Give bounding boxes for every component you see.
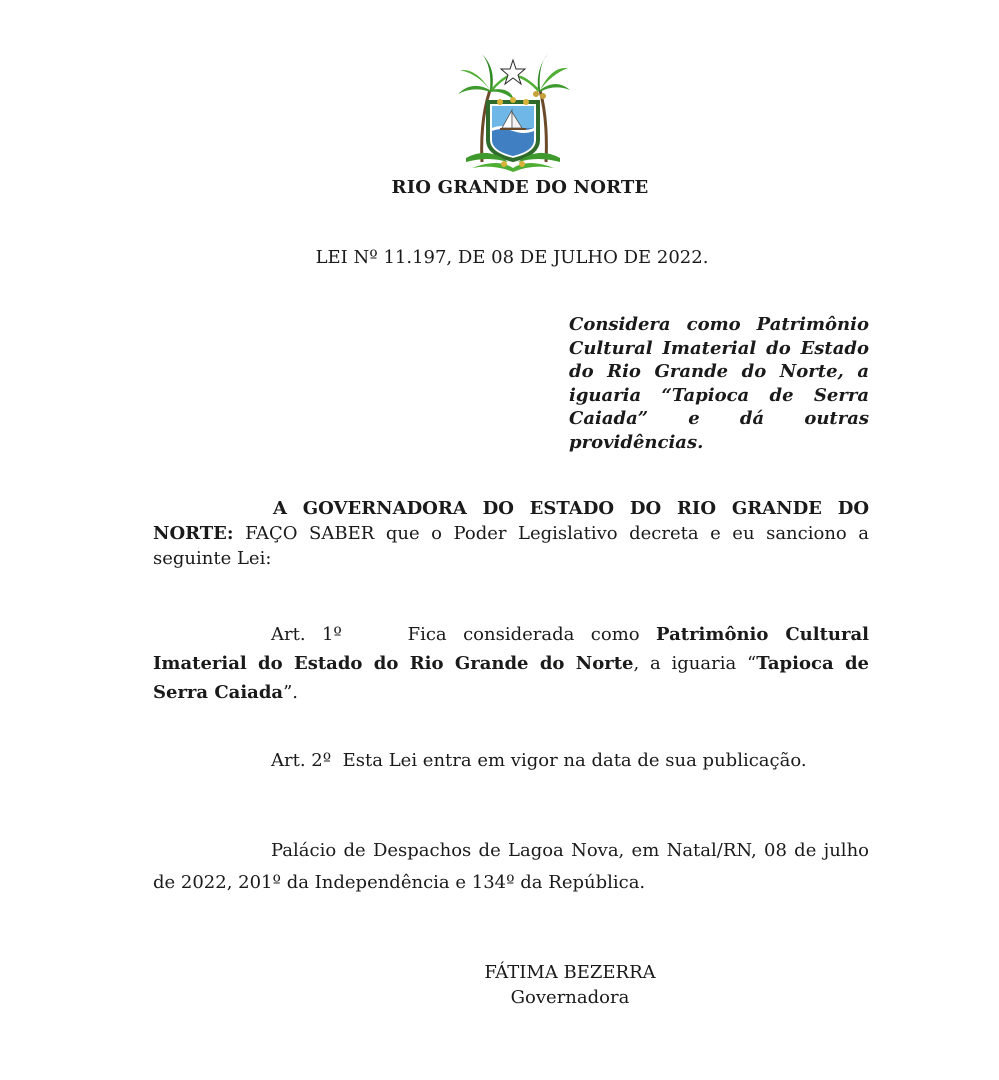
- closing-text: Palácio de Despachos de Lagoa Nova, em Natal/RN, 08 de julho de 2022, 201º da Independência e 134º da República.: [153, 840, 869, 893]
- preamble-authority: A GOVERNADORA DO ESTADO DO RIO GRANDE DO NORTE:: [153, 498, 869, 544]
- article-1-text-before: Fica considerada como: [407, 624, 657, 645]
- star-icon: [501, 60, 525, 84]
- article-1-bold-tapioca: Tapioca de Serra Caiada: [153, 653, 869, 703]
- article-1: [153, 620, 869, 707]
- preamble-paragraph: [153, 496, 869, 571]
- law-title: LEI Nº 11.197, DE 08 DE JULHO DE 2022.: [315, 247, 709, 268]
- shield: [488, 97, 538, 160]
- law-ementa: Considera como Patrimônio Cultural Imaterial do Estado do Rio Grande do Norte, a iguaria “Tapioca de Serra Caiada” e dá outras providências.: [569, 314, 869, 453]
- article-1-text-after: ”.: [283, 682, 299, 703]
- preamble-text: FAÇO SABER que o Poder Legislativo decreta e eu sanciono a seguinte Lei:: [153, 523, 869, 569]
- article-2-text: Esta Lei entra em vigor na data de sua publicação.: [342, 750, 807, 771]
- article-1-label: Art. 1º: [271, 624, 342, 645]
- closing-paragraph: [153, 835, 869, 899]
- signatory-role: Governadora: [510, 987, 630, 1008]
- article-2-label: Art. 2º: [271, 750, 332, 771]
- state-name: RIO GRANDE DO NORTE: [391, 177, 649, 198]
- article-2: [153, 748, 869, 773]
- signatory-name: FÁTIMA BEZERRA: [484, 962, 656, 983]
- article-1-text-middle: , a iguaria “: [633, 653, 757, 674]
- article-1-bold-heritage: Patrimônio Cultural Imaterial do Estado do Rio Grande do Norte: [153, 624, 869, 674]
- coat-of-arms-icon: [452, 50, 574, 174]
- signature-block: [0, 960, 999, 1010]
